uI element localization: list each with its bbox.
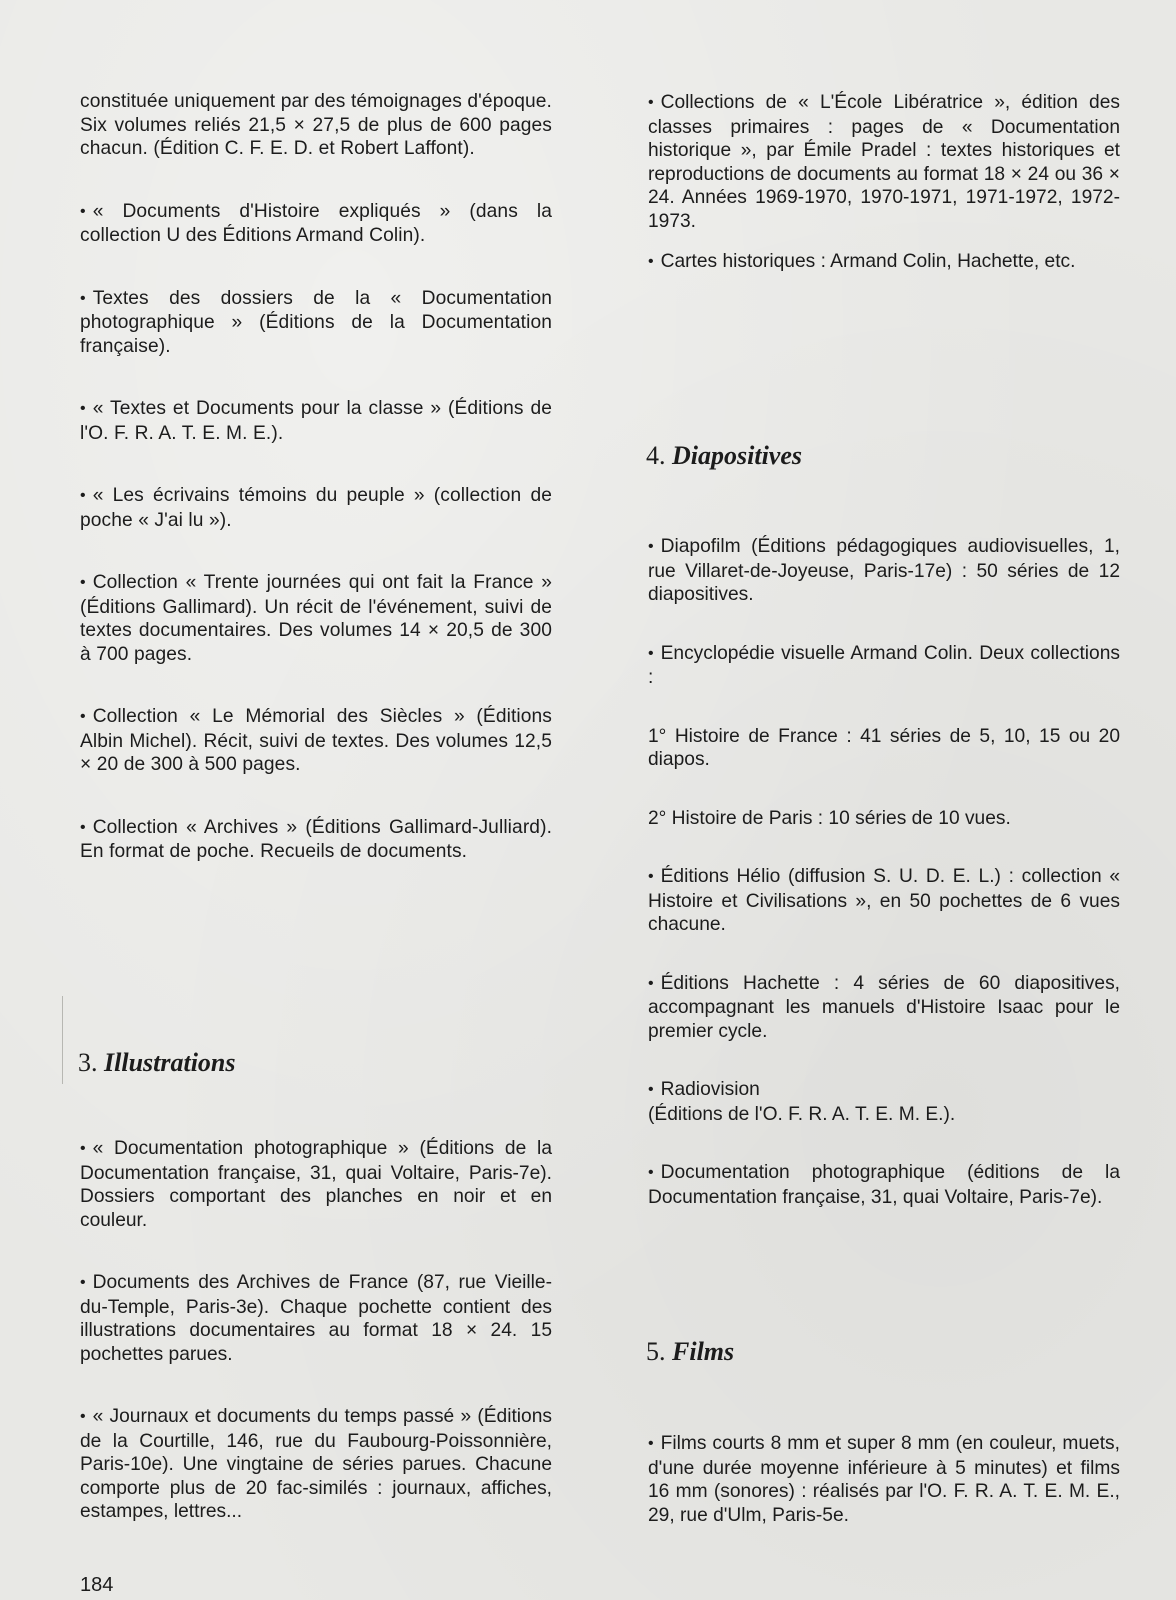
list-item-continuation: (Éditions de l'O. F. R. A. T. E. M. E.).: [648, 1103, 956, 1125]
intro-paragraph: constituée uniquement par des témoignages d'époque. Six volumes reliés 21,5 × 27,5 de plus de 600 pages chacun. (Édition C. F. E. D. et Robert Laffont).: [80, 91, 552, 159]
list-item: • Collections de « L'École Libératrice », édition des classes primaires : pages de « Documentation historique », par Émile Pradel : textes historiques et reproductions de documents au format 18 × 24 ou 36 × 24. Années 1969-1970, 1970-1971, 1971-1972, 1972-1973.: [648, 91, 1120, 233]
list-item: • Diapofilm (Éditions pédagogiques audiovisuelles, 1, rue Villaret-de-Joyeuse, Paris-17e) : 50 séries de 12 diapositives.: [648, 535, 1120, 607]
section-title: Films: [672, 1337, 735, 1366]
margin-mark: [62, 996, 63, 1084]
list-item: • Collection « Trente journées qui ont fait la France » (Éditions Gallimard). Un récit de l'événement, suivi de textes documentaires. Des volumes 14 × 20,5 de 300 à 700 pages.: [80, 571, 552, 666]
section-number: 3.: [78, 1048, 98, 1077]
films-list: [648, 1432, 1120, 1527]
sub-item: 2° Histoire de Paris : 10 séries de 10 vues.: [648, 807, 1011, 829]
list-item: • Collection « Archives » (Éditions Gallimard-Julliard). En format de poche. Recueils de documents.: [80, 816, 552, 864]
diapositives-list: [648, 535, 1120, 1209]
section-title: Illustrations: [104, 1048, 236, 1077]
list-item: • Éditions Hachette : 4 séries de 60 diapositives, accompagnant les manuels d'Histoire Isaac pour le premier cycle.: [648, 972, 1120, 1044]
section-title: Diapositives: [672, 441, 802, 470]
list-item: • « Documentation photographique » (Éditions de la Documentation française, 31, quai Voltaire, Paris-7e). Dossiers comportant des planches en noir et en couleur.: [80, 1137, 552, 1232]
list-item: • Encyclopédie visuelle Armand Colin. Deux collections :: [648, 642, 1120, 690]
list-item: • « Documents d'Histoire expliqués » (dans la collection U des Éditions Armand Colin).: [80, 200, 552, 248]
list-item: • Films courts 8 mm et super 8 mm (en couleur, muets, d'une durée moyenne inférieure à 5 minutes) et films 16 mm (sonores) : réalisés par l'O. F. R. A. T. E. M. E., 29, rue d'Ulm, Paris-5e.: [648, 1432, 1120, 1527]
sub-item: 1° Histoire de France : 41 séries de 5, 10, 15 ou 20 diapos.: [648, 725, 1120, 770]
list-item: • Radiovision: [648, 1078, 1120, 1103]
list-item: • Collection « Le Mémorial des Siècles » (Éditions Albin Michel). Récit, suivi de textes. Des volumes 12,5 × 20 de 300 à 500 pages.: [80, 705, 552, 777]
left-column: [80, 90, 552, 864]
section-heading-diapositives: [646, 441, 802, 471]
list-item: • Documents des Archives de France (87, rue Vieille-du-Temple, Paris-3e). Chaque pochette contient des illustrations documentaires au format 18 × 24. 15 pochettes parues.: [80, 1271, 552, 1366]
list-item: • Éditions Hélio (diffusion S. U. D. E. L.) : collection « Histoire et Civilisations », en 50 pochettes de 6 vues chacune.: [648, 865, 1120, 937]
list-item: • Textes des dossiers de la « Documentation photographique » (Éditions de la Documentation française).: [80, 287, 552, 359]
list-item: • « Textes et Documents pour la classe » (Éditions de l'O. F. R. A. T. E. M. E.).: [80, 397, 552, 445]
right-top-list: [648, 91, 1120, 275]
illustrations-list: [80, 1137, 552, 1524]
section-number: 5.: [646, 1337, 666, 1366]
page-number: 184: [80, 1574, 114, 1596]
list-item: • « Les écrivains témoins du peuple » (collection de poche « J'ai lu »).: [80, 484, 552, 532]
list-item: • Cartes historiques : Armand Colin, Hachette, etc.: [648, 250, 1120, 275]
section-heading-films: [646, 1337, 734, 1367]
section-heading-illustrations: [78, 1048, 236, 1078]
section-number: 4.: [646, 441, 666, 470]
list-item: • Documentation photographique (éditions de la Documentation française, 31, quai Voltaire, Paris-7e).: [648, 1161, 1120, 1209]
list-item: • « Journaux et documents du temps passé » (Éditions de la Courtille, 146, rue du Faubourg-Poissonnière, Paris-10e). Une vingtaine de séries parues. Chacune comporte plus de 20 fac-similés : journaux, affiches, estampes, lettres...: [80, 1405, 552, 1524]
